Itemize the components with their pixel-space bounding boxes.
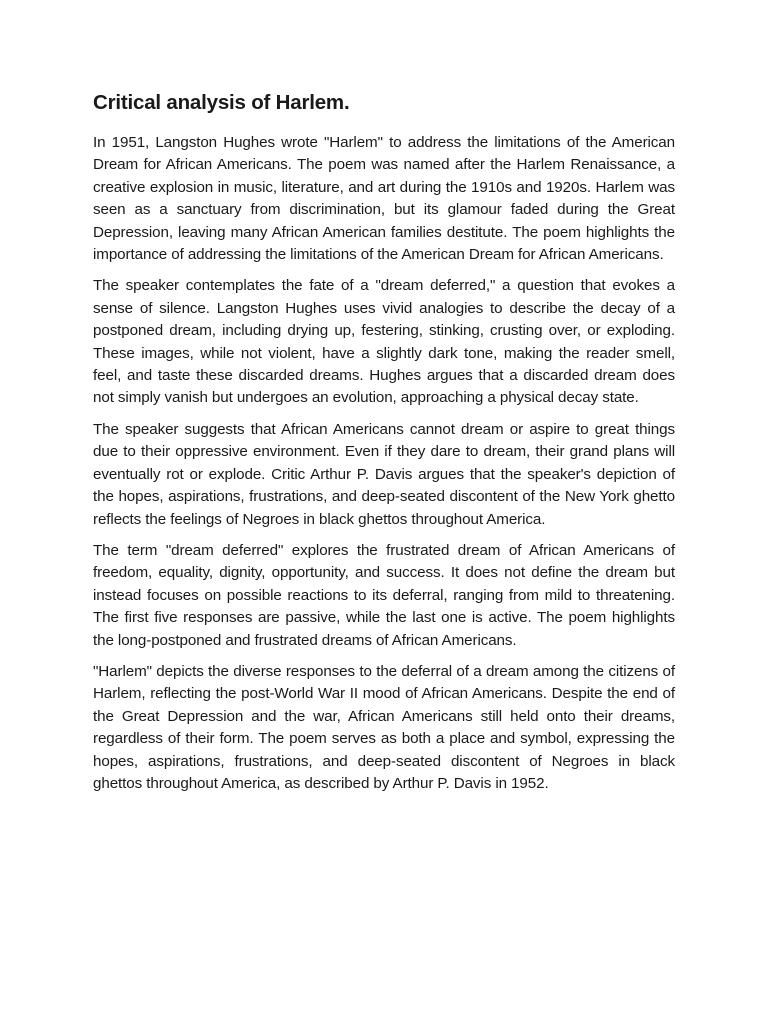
paragraph-2: The speaker contemplates the fate of a "dream deferred," a question that evokes a sense of silence. Langston Hughes uses vivid analogies to describe the decay of a postponed dream, including drying up, festering, stinking, crusting over, or exploding. These images, while not violent, have a slightly dark tone, making the reader smell, feel, and taste these discarded dreams. Hughes argues that a discarded dream does not simply vanish but undergoes an evolution, approaching a physical decay state. (93, 277, 675, 407)
page-title: Critical analysis of Harlem. (93, 91, 350, 114)
paragraph-1: In 1951, Langston Hughes wrote "Harlem" to address the limitations of the American Dream for African Americans. The poem was named after the Harlem Renaissance, a creative explosion in music, literature, and art during the 1910s and 1920s. Harlem was seen as a sanctuary from discrimination, but its glamour faded during the Great Depression, leaving many African American families destitute. The poem highlights the importance of addressing the limitations of the American Dream for African Americans. (93, 134, 675, 264)
paragraph-3: The speaker suggests that African Americans cannot dream or aspire to great things due to their oppressive environment. Even if they dare to dream, their grand plans will eventually rot or explode. Critic Arthur P. Davis argues that the speaker's depiction of the hopes, aspirations, frustrations, and deep-seated discontent of the New York ghetto reflects the feelings of Negroes in black ghettos throughout America. (93, 420, 675, 528)
paragraph-4: The term "dream deferred" explores the frustrated dream of African Americans of freedom, equality, dignity, opportunity, and success. It does not define the dream but instead focuses on possible reactions to its deferral, ranging from mild to threatening. The first five responses are passive, while the last one is active. The poem highlights the long-postponed and frustrated dreams of African Americans. (93, 541, 675, 649)
document-page (93, 88, 675, 804)
paragraph-5: "Harlem" depicts the diverse responses to the deferral of a dream among the citizens of Harlem, reflecting the post-World War II mood of African Americans. Despite the end of the Great Depression and the war, African Americans still held onto their dreams, regardless of their form. The poem serves as both a place and symbol, expressing the hopes, aspirations, frustrations, and deep-seated discontent of Negroes in black ghettos throughout America, as described by Arthur P. Davis in 1952. (93, 662, 675, 792)
